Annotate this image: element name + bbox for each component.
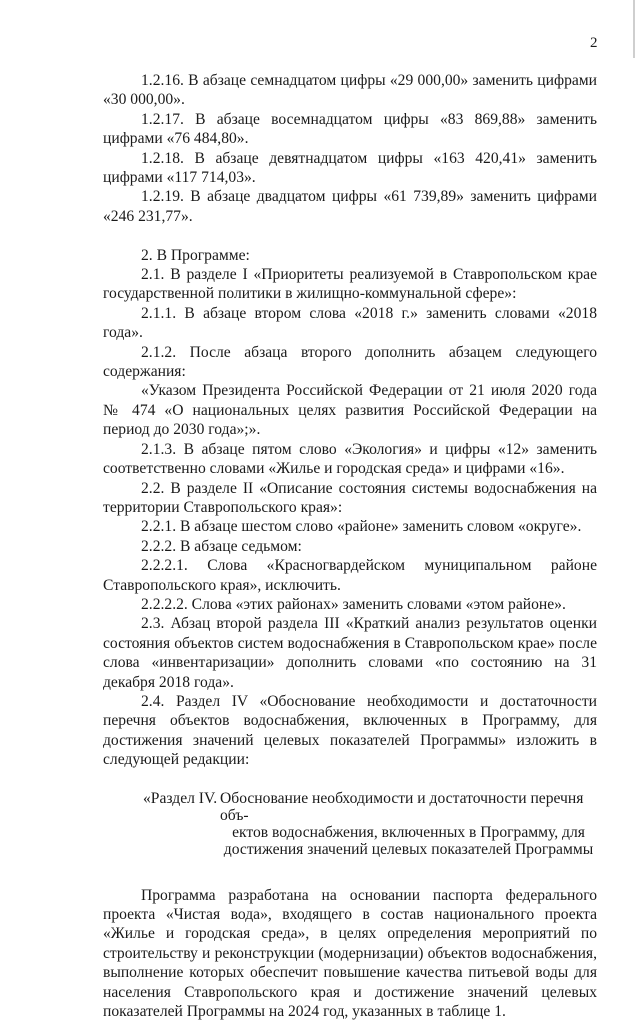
section-heading-title — [220, 790, 597, 858]
paragraph-2-1-2: 2.1.2. После абзаца второго дополнить абзацем следующего содержания: — [103, 343, 597, 381]
paragraph-2-2-2-2: 2.2.2.2. Слова «этих районах» заменить словами «этом районе». — [141, 595, 566, 613]
paragraph-2: 2. В Программе: — [141, 246, 250, 264]
document-body — [103, 71, 597, 1021]
page-number: 2 — [590, 35, 598, 51]
paragraph-2-1-1: 2.1.1. В абзаце втором слова «2018 г.» заменить словами «2018 года». — [103, 304, 597, 342]
section-heading-rest: ектов водоснабжения, включенных в Программу, для достижения значений целевых показателей Программы — [223, 823, 594, 858]
paragraph-2-2-1: 2.2.1. В абзаце шестом слово «районе» заменить словом «округе». — [141, 518, 582, 536]
paragraph-2-4: 2.4. Раздел IV «Обоснование необходимости и достаточности перечня объектов водоснабжения, включенных в Программу, для достижения значений целевых показателей Программы» изложить в следующей редакции: — [103, 692, 597, 769]
paragraph-2-2: 2.2. В разделе II «Описание состояния системы водоснабжения на территории Ставропольского края»: — [103, 479, 597, 516]
section-heading-prefix: «Раздел IV. — [143, 789, 218, 807]
paragraph-1-2-16: 1.2.16. В абзаце семнадцатом цифры «29 000,00» заменить цифрами «30 000,00». — [103, 72, 597, 109]
paragraph-1-2-18: 1.2.18. В абзаце девятнадцатом цифры «163 420,41» заменить цифрами «117 714,03». — [103, 149, 597, 187]
paragraph-2-3: 2.3. Абзац второй раздела III «Краткий анализ результатов оценки состояния объектов систем водоснабжения в Ставропольском крае» после слова «инвентаризации» дополнить словами «по состоянию на 31 декабря 2018 года». — [103, 615, 597, 691]
paragraph-2-2-2: 2.2.2. В абзаце седьмом: — [141, 537, 302, 555]
section-heading-line-1: Обоснование необходимости и достаточности перечня объ- — [220, 789, 584, 824]
scan-edge-mark — [633, 0, 635, 58]
closing-paragraph: Программа разработана на основании паспорта федерального проекта «Чистая вода», входящего в состав национального проекта «Жилье и городская среда», в целях определения мероприятий по строительству и реконструкции (модернизации) объектов водоснабжения, выполнение которых обеспечит повышение качества питьевой воды для населения Ставропольского края и достижение значений целевых показателей Программы на 2024 год, указанных в таблице 1. — [103, 886, 597, 1021]
paragraph-1-2-19: 1.2.19. В абзаце двадцатом цифры «61 739,89» заменить цифрами «246 231,77». — [103, 188, 597, 225]
paragraph-gap — [103, 226, 597, 245]
paragraph-1-2-17: 1.2.17. В абзаце восемнадцатом цифры «83 869,88» заменить цифрами «76 484,80». — [103, 110, 597, 148]
paragraph-quoted-decree: «Указом Президента Российской Федерации от 21 июля 2020 года № 474 «О национальных целях развития Российской Федерации на период до 2030 года»;». — [103, 382, 597, 439]
paragraph-2-2-2-1: 2.2.2.1. Слова «Красногвардейском муниципальном районе Ставропольского края», исключить. — [103, 557, 597, 594]
paragraph-2-1-3: 2.1.3. В абзаце пятом слово «Экология» и цифры «12» заменить соответственно словами «Жилье и городская среда» и цифрами «16». — [103, 440, 597, 478]
section-heading — [103, 790, 597, 858]
paragraph-2-1: 2.1. В разделе I «Приоритеты реализуемой в Ставропольском крае государственной политики в жилищно-коммунальной сфере»: — [103, 266, 597, 303]
